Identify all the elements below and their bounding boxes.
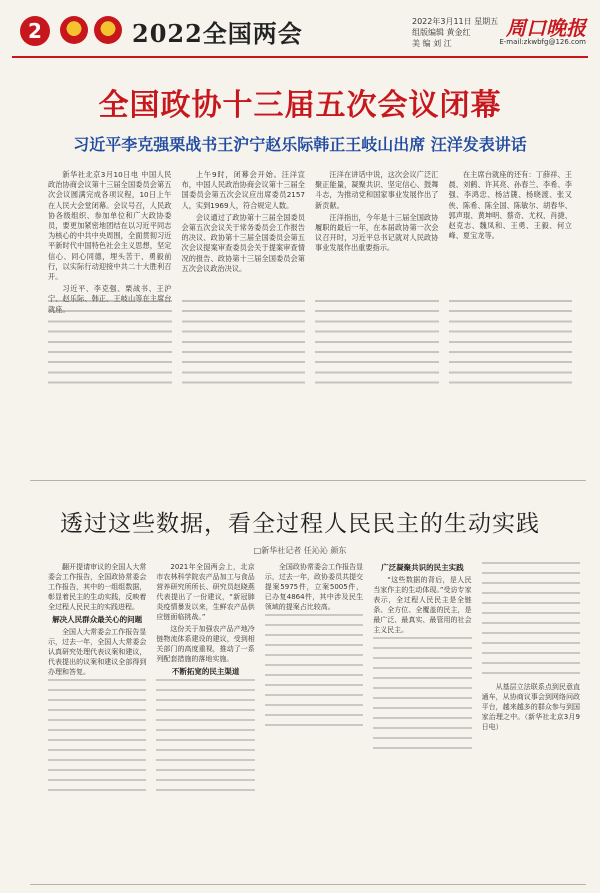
article2-paragraph: 2021年全国两会上，北京市农林科学院农产品加工与食品营养研究所所长、研究员赵晓燕代表提出了一份建议，“新冠肺炎疫情暴发以来，生鲜农产品供应链面临挑战。”	[156, 563, 255, 621]
article1-paragraph: 上午9时，闭幕会开始。汪洋宣布，中国人民政治协商会议第十三届全国委员会第五次会议应出席委员2157人，实到1969人，符合规定人数。	[181, 170, 305, 210]
article1-col-4	[449, 170, 573, 317]
text-block	[373, 637, 471, 757]
article2-paragraph: 翻开提请审议的全国人大常委会工作报告，全国政协常委会工作报告，其中的一组组数据，彰显着民主的生动实践，反映着全过程人民民主的实践进程。	[48, 563, 147, 611]
cppcc-emblem-icon	[94, 16, 122, 44]
text-block	[48, 679, 146, 799]
article2-paragraph: 从基层立法联系点到民意直通车，从协商议事会到网络问政平台，越来越多的群众参与到国家治理之中。（新华社北京3月9日电）	[481, 683, 580, 731]
proofreader-credit: 美 编 刘 江	[412, 39, 452, 48]
article1-col-2	[182, 170, 306, 317]
editor-credit: 组版编辑 黄金红	[412, 28, 471, 37]
article1-paragraph: 习近平、李克强、栗战书、王沪宁、赵乐际、韩正、王岐山等在主席台就座。	[48, 284, 172, 314]
article2-paragraph: 这份关于加强农产品产地冷链物流体系建设的建议，受到相关部门的高度重视，推动了一系列配套措施的落地实施。	[156, 625, 255, 663]
article2-subhead: 广泛凝聚共识的民主实践	[381, 563, 464, 572]
page-number: 2	[20, 16, 50, 46]
article2-col-4	[373, 562, 471, 877]
article2-paragraph: 全国人大常委会工作报告显示，过去一年，全国人大常委会认真研究处理代表议案和建议，代表提出的议案和建议全部得到办理和答复。	[48, 628, 147, 676]
article1-paragraph: 汪洋在讲话中说，这次会议广泛汇聚正能量，凝聚共识、坚定信心、鼓舞斗志，为推动党和国家事业发展作出了新贡献。	[315, 170, 439, 210]
text-block	[265, 614, 363, 734]
article2-subhead: 不断拓宽的民主渠道	[171, 667, 240, 676]
article1-paragraph: 会议通过了政协第十三届全国委员会第五次会议关于常务委员会工作报告的决议、政协第十三届全国委员会第五次会议提案审查委员会关于提案审查情况的报告、政协第十三届全国委员会第五次会议政治决议。	[181, 212, 305, 273]
sub-headline: 习近平李克强栗战书王沪宁赵乐际韩正王岐山出席 汪洋发表讲话	[73, 135, 527, 154]
national-emblem-icon	[60, 16, 88, 44]
bottom-rule	[30, 884, 586, 885]
article2-col-1	[48, 562, 146, 877]
article2-headline: 透过这些数据，看全过程人民民主的生动实践	[60, 511, 540, 537]
paper-name: 周口晚报	[506, 16, 586, 40]
article1-continued-text	[48, 300, 572, 388]
paper-email: E-mail:zkwbfg@126.com	[499, 38, 586, 46]
text-block	[48, 300, 172, 388]
article1-col-1	[48, 170, 172, 317]
article1-col-3	[315, 170, 439, 317]
article2-col-5	[482, 562, 580, 877]
article2-body	[48, 562, 580, 877]
article1-paragraph: 新华社北京3月10日电 中国人民政治协商会议第十三届全国委员会第五次会议圆满完成各项议程，10日上午在人民大会堂闭幕。会议号召，人民政协各级组织、参加单位和广大政协委员，要更加紧密地团结在以习近平同志为核心的中共中央周围，全面贯彻习近平新时代中国特色社会主义思想，坚定信心、同心同德，埋头苦干、勇毅前行，以实际行动迎接中共二十大胜利召开。	[48, 170, 172, 282]
issue-date: 2022年3月11日 星期五	[412, 17, 499, 26]
article2-paragraph: “这些数据的背后，是人民当家作主的生动体现。”受访专家表示，全过程人民民主是全链条、全方位、全覆盖的民主，是最广泛、最真实、最管用的社会主义民主。	[373, 576, 472, 634]
section-title: 2022全国两会	[132, 19, 303, 48]
article2-col-3	[265, 562, 363, 877]
masthead-rule	[12, 56, 588, 58]
main-headline: 全国政协十三届五次会议闭幕	[98, 88, 502, 123]
article1-paragraph: 在主席台就座的还有：丁薛祥、王晨、刘鹤、许其亮、孙春兰、李希、李强、李鸿忠、杨洁篪、杨晓渡、张又侠、陈希、陈全国、陈敏尔、胡春华、郭声琨、黄坤明、蔡奇、尤权、肖捷、赵克志、魏凤和、王勇、王毅、何立峰、夏宝龙等。	[448, 170, 572, 241]
article2-col-2	[156, 562, 254, 877]
text-block	[315, 300, 439, 388]
masthead	[12, 10, 588, 54]
text-block	[156, 679, 254, 799]
text-block	[482, 562, 580, 682]
article2-byline: □新华社记者 任沁沁 颜东	[253, 546, 347, 555]
article1-body	[48, 170, 572, 314]
article-divider	[30, 480, 586, 481]
article1-paragraph: 汪洋指出，今年是十三届全国政协履职的最后一年，在本届政协第一次会议召开时，习近平总书记就对人民政协事业发展作出重要指示。	[315, 212, 439, 253]
text-block	[449, 300, 573, 388]
article2-subhead: 解决人民群众最关心的问题	[52, 615, 143, 624]
text-block	[182, 300, 306, 388]
article2-paragraph: 全国政协常委会工作报告显示，过去一年，政协委员共提交提案5975件，立案5005件，已办复4864件，其中涉及民生领域的提案占比较高。	[264, 563, 364, 611]
